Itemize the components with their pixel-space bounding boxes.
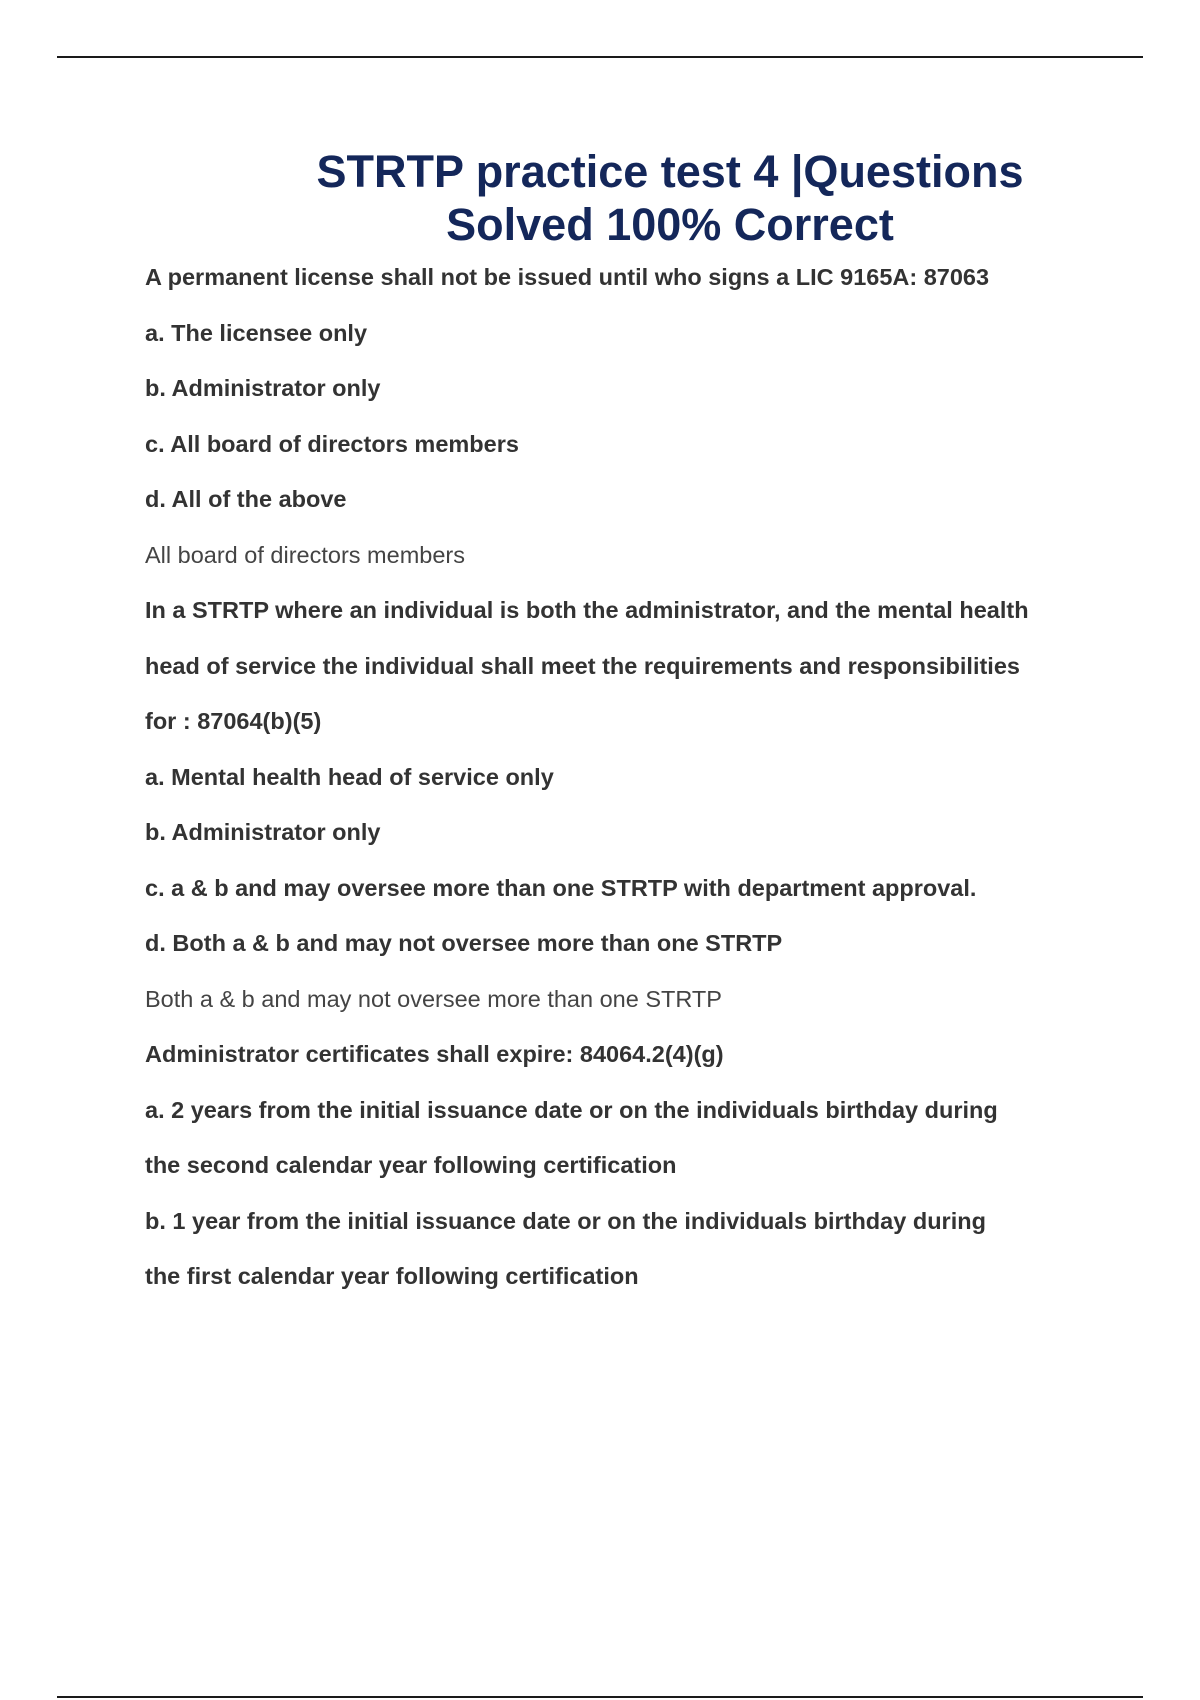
question-2-text-line-2: head of service the individual shall meet the requirements and responsibilities <box>145 652 1020 679</box>
question-2-text-line-3: for : 87064(b)(5) <box>145 708 322 734</box>
title-line: Solved 100% Correct <box>446 199 894 250</box>
question-1-answer: All board of directors members <box>145 541 465 568</box>
question-2-option-b: b. Administrator only <box>145 819 381 845</box>
top-rule <box>57 56 1143 58</box>
question-1-option-b: b. Administrator only <box>145 375 381 401</box>
question-1-option-d: d. All of the above <box>145 486 347 512</box>
question-2-text-line-1: In a STRTP where an individual is both the administrator, and the mental health <box>145 597 1029 623</box>
question-3-option-a-line-1: a. 2 years from the initial issuance date or on the individuals birthday during <box>145 1096 998 1123</box>
question-1-option-a: a. The licensee only <box>145 319 368 346</box>
bottom-rule <box>57 1696 1143 1698</box>
question-3-option-b-line-2: the first calendar year following certification <box>145 1263 639 1289</box>
page-title <box>200 145 1140 251</box>
question-2-option-c: c. a & b and may oversee more than one STRTP with department approval. <box>145 874 977 901</box>
question-1-text: A permanent license shall not be issued until who signs a LIC 9165A: 87063 <box>145 264 990 290</box>
question-2-answer: Both a & b and may not oversee more than one STRTP <box>145 985 722 1012</box>
title-line: STRTP practice test 4 |Questions <box>316 146 1024 197</box>
question-3-option-b-line-1: b. 1 year from the initial issuance date or on the individuals birthday during <box>145 1207 986 1234</box>
document-body <box>145 250 1105 1305</box>
question-3-text: Administrator certificates shall expire: 84064.2(4)(g) <box>145 1041 724 1067</box>
question-3-option-a-line-2: the second calendar year following certification <box>145 1152 677 1178</box>
question-2-option-d: d. Both a & b and may not oversee more than one STRTP <box>145 930 783 956</box>
question-2-option-a: a. Mental health head of service only <box>145 763 554 790</box>
question-1-option-c: c. All board of directors members <box>145 430 519 457</box>
